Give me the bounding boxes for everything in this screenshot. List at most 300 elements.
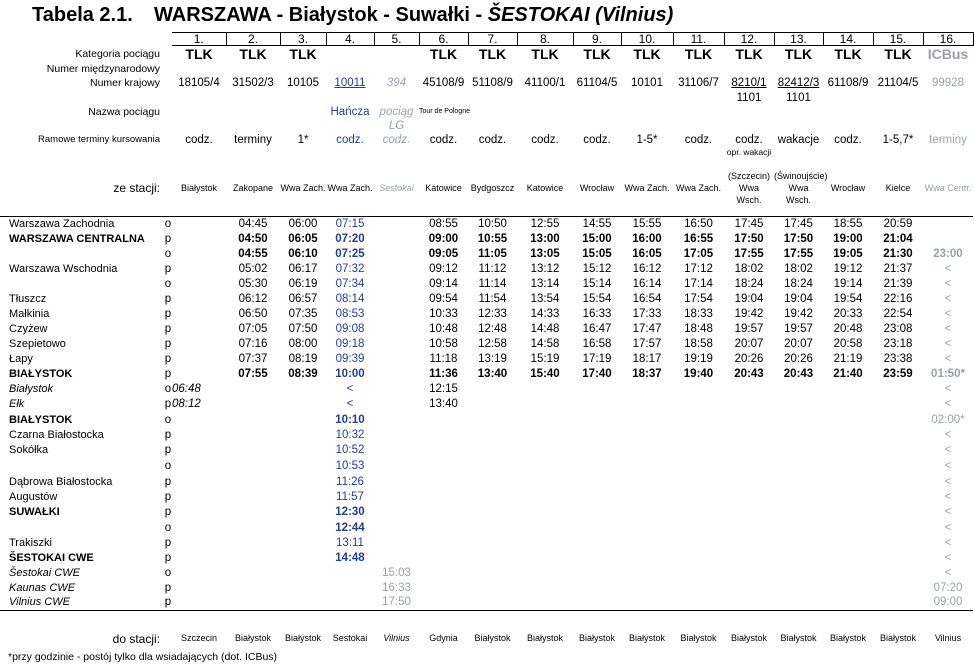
departure-time xyxy=(172,351,226,366)
departure-time: < xyxy=(944,444,952,456)
intl-number xyxy=(326,62,374,76)
departure-time xyxy=(374,291,419,306)
departure-time xyxy=(873,504,923,520)
departure-time xyxy=(724,535,774,550)
departure-time: 17:54 xyxy=(684,292,713,305)
departure-time xyxy=(724,550,774,565)
departure-time: 13:00 xyxy=(530,232,560,245)
to-station: Białystok xyxy=(234,633,271,643)
departure-time xyxy=(873,565,923,580)
departure-time: 19:00 xyxy=(833,232,863,245)
frame-dates: codz. xyxy=(834,133,862,146)
departure-time: 18:02 xyxy=(734,262,764,275)
arrival-departure: p xyxy=(164,551,172,564)
departure-time: < xyxy=(944,536,952,549)
departure-time xyxy=(172,489,226,504)
national-number-secondary: 1101 xyxy=(736,91,762,104)
departure-time xyxy=(724,565,774,580)
departure-time: 20:48 xyxy=(833,322,863,335)
departure-time: 06:48 xyxy=(172,382,201,395)
national-number: 82412/3 xyxy=(777,77,820,89)
departure-time: 15:19 xyxy=(530,352,560,365)
departure-time xyxy=(172,595,226,610)
departure-time: 20:07 xyxy=(734,337,764,350)
departure-time xyxy=(573,396,621,412)
frame-dates-note xyxy=(419,147,468,158)
departure-time xyxy=(573,474,621,489)
departure-time xyxy=(280,474,326,489)
departure-time xyxy=(573,535,621,550)
departure-time: 21:37 xyxy=(883,262,913,275)
train-category: TLK xyxy=(185,45,213,62)
departure-time: 07:35 xyxy=(288,307,318,320)
train-category: TLK xyxy=(289,45,317,62)
station-name: Kaunas CWE xyxy=(9,581,76,594)
departure-time xyxy=(823,412,873,427)
national-number-secondary xyxy=(172,91,226,105)
departure-time: 14:48 xyxy=(530,322,560,335)
intl-number xyxy=(573,62,621,76)
column-index: 3. xyxy=(280,33,326,46)
departure-time: < xyxy=(944,566,952,579)
national-number: 31106/7 xyxy=(678,77,719,89)
departure-time xyxy=(468,396,517,412)
arrival-departure: p xyxy=(164,352,172,365)
departure-time xyxy=(172,550,226,565)
national-number-secondary xyxy=(621,91,673,105)
departure-time: < xyxy=(944,382,952,395)
departure-time: 19:54 xyxy=(833,292,863,305)
train-name xyxy=(724,105,774,119)
departure-time xyxy=(923,216,973,231)
frame-dates-note xyxy=(673,147,724,158)
departure-time xyxy=(621,504,673,520)
departure-time xyxy=(823,580,873,595)
departure-time xyxy=(517,535,573,550)
departure-time: 11:12 xyxy=(478,262,507,275)
departure-time: 22:16 xyxy=(883,292,913,305)
frame-dates: codz. xyxy=(583,133,611,146)
departure-time xyxy=(517,565,573,580)
arrival-departure: p xyxy=(164,581,172,594)
departure-time xyxy=(774,565,823,580)
station-name: Białystok xyxy=(9,382,54,395)
departure-time xyxy=(468,489,517,504)
departure-time xyxy=(419,458,468,474)
departure-time xyxy=(774,474,823,489)
departure-time xyxy=(724,396,774,412)
departure-time: 20:58 xyxy=(833,337,863,350)
intl-number xyxy=(280,62,326,76)
departure-time xyxy=(774,489,823,504)
frame-dates-note xyxy=(573,147,621,158)
departure-time: 15:03 xyxy=(382,566,411,579)
departure-time xyxy=(374,246,419,261)
departure-time: 17:14 xyxy=(684,277,713,290)
departure-time xyxy=(280,595,326,610)
departure-time xyxy=(621,396,673,412)
table-number: Tabela 2.1. xyxy=(32,4,133,26)
departure-time: 10:32 xyxy=(335,428,365,441)
departure-time xyxy=(724,427,774,442)
departure-time: 16:14 xyxy=(632,277,662,290)
departure-time xyxy=(468,381,517,396)
to-station: Sestokai xyxy=(332,633,368,643)
national-number: 45108/9 xyxy=(422,77,465,89)
national-number: 61108/9 xyxy=(827,77,869,89)
departure-time xyxy=(873,442,923,458)
departure-time: < xyxy=(944,398,952,410)
label-national-number: Numer krajowy xyxy=(89,77,160,89)
departure-time xyxy=(226,535,280,550)
departure-time xyxy=(374,412,419,427)
national-number-secondary xyxy=(280,91,326,105)
departure-time xyxy=(419,565,468,580)
departure-time: 07:16 xyxy=(238,337,268,350)
departure-time: 15:54 xyxy=(582,292,612,305)
from-station: Wwa Zach. xyxy=(327,182,373,193)
train-category xyxy=(326,46,374,62)
departure-time: 18:58 xyxy=(684,337,713,350)
arrival-departure: p xyxy=(164,307,172,320)
departure-time xyxy=(226,396,280,412)
departure-time xyxy=(468,535,517,550)
arrival-departure: p xyxy=(164,490,172,503)
departure-time xyxy=(774,427,823,442)
departure-time: 16:55 xyxy=(683,232,714,245)
departure-time: 12:58 xyxy=(478,337,507,350)
departure-time: 16:54 xyxy=(632,292,662,305)
from-station: Wwa Zach. xyxy=(624,182,670,193)
train-name xyxy=(823,105,873,119)
departure-time: 13:40 xyxy=(477,367,508,380)
departure-time xyxy=(172,565,226,580)
departure-time: 13:54 xyxy=(530,292,560,305)
departure-time xyxy=(774,442,823,458)
departure-time: 17:12 xyxy=(684,262,713,275)
departure-time xyxy=(517,381,573,396)
departure-time: 06:57 xyxy=(288,292,318,305)
route-title-italic: ŠESTOKAI (Vilnius) xyxy=(487,4,674,26)
departure-time xyxy=(673,458,724,474)
national-number-secondary xyxy=(573,91,621,105)
train-category: TLK xyxy=(478,45,507,62)
departure-time xyxy=(374,351,419,366)
departure-time: 23:59 xyxy=(883,367,913,380)
departure-time: < xyxy=(346,398,354,410)
arrival-departure: o xyxy=(164,413,172,426)
departure-time: 05:30 xyxy=(238,277,268,290)
departure-time: < xyxy=(944,292,952,305)
departure-time xyxy=(724,381,774,396)
from-station: (Szczecin) Wwa Wsch. xyxy=(727,170,770,205)
departure-time: 09:12 xyxy=(429,262,458,275)
departure-time: 06:00 xyxy=(288,217,318,230)
from-station: Sestokai xyxy=(379,182,414,193)
national-number-secondary xyxy=(823,91,873,105)
train-name xyxy=(673,105,724,119)
departure-time xyxy=(172,474,226,489)
departure-time: 18:02 xyxy=(784,262,813,275)
departure-time: 12:48 xyxy=(478,322,507,335)
national-number-secondary xyxy=(326,91,374,105)
arrival-departure: p xyxy=(164,398,172,410)
departure-time: 20:26 xyxy=(784,352,813,365)
departure-time: 04:55 xyxy=(238,247,268,260)
departure-time: 10:48 xyxy=(429,322,458,335)
departure-time xyxy=(374,504,419,520)
to-station: Białystok xyxy=(730,633,767,643)
national-number: 18105/4 xyxy=(178,77,220,89)
column-index: 11. xyxy=(673,33,724,46)
departure-time: 18:48 xyxy=(684,322,713,335)
departure-time: 11:26 xyxy=(336,475,364,488)
departure-time: 17:45 xyxy=(784,217,813,230)
departure-time: 23:00 xyxy=(933,247,963,260)
departure-time xyxy=(573,489,621,504)
departure-time: 09:14 xyxy=(429,277,458,290)
departure-time: 15:55 xyxy=(632,217,662,230)
departure-time xyxy=(774,595,823,610)
departure-time: 10:00 xyxy=(335,367,365,380)
station-name xyxy=(0,520,164,535)
departure-time xyxy=(823,474,873,489)
departure-time: 16:47 xyxy=(582,322,612,335)
departure-time: 06:05 xyxy=(288,232,318,245)
departure-time xyxy=(280,381,326,396)
departure-time xyxy=(172,427,226,442)
to-station: Białystok xyxy=(879,633,916,643)
departure-time xyxy=(172,231,226,246)
departure-time xyxy=(226,489,280,504)
departure-time xyxy=(419,489,468,504)
departure-time xyxy=(873,550,923,565)
departure-time xyxy=(724,580,774,595)
train-name: Hańcza xyxy=(330,105,370,118)
frame-dates: codz. xyxy=(478,133,507,146)
frame-dates-note xyxy=(172,147,226,158)
station-name: BIAŁYSTOK xyxy=(9,367,73,380)
train-category: ICBus xyxy=(927,45,969,62)
departure-time xyxy=(468,412,517,427)
frame-dates: codz. xyxy=(382,133,411,146)
national-number-secondary xyxy=(517,91,573,105)
intl-number xyxy=(621,62,673,76)
to-station: Białystok xyxy=(526,633,563,643)
departure-time: < xyxy=(944,428,952,441)
departure-time xyxy=(621,381,673,396)
column-index: 1. xyxy=(172,33,226,46)
departure-time: 17:55 xyxy=(783,247,814,260)
column-index: 16. xyxy=(923,33,973,46)
departure-time xyxy=(517,442,573,458)
intl-number xyxy=(517,62,573,76)
departure-time: 16:58 xyxy=(582,337,612,350)
column-index: 15. xyxy=(873,33,923,46)
departure-time: 10:55 xyxy=(477,232,508,245)
departure-time: 07:20 xyxy=(335,232,365,245)
departure-time: 15:00 xyxy=(582,232,612,245)
departure-time xyxy=(823,489,873,504)
national-number: 99928 xyxy=(932,77,964,89)
departure-time xyxy=(172,580,226,595)
departure-time xyxy=(419,550,468,565)
departure-time: 17:57 xyxy=(632,337,662,350)
intl-number xyxy=(419,62,468,76)
departure-time xyxy=(873,595,923,610)
to-station: Białystok xyxy=(284,633,321,643)
departure-time: 08:39 xyxy=(288,367,318,380)
departure-time xyxy=(280,550,326,565)
from-station: Wwa Centr. xyxy=(924,182,972,193)
arrival-departure: o xyxy=(164,247,172,260)
label-from-station: ze stacji: xyxy=(113,180,160,195)
departure-time xyxy=(573,412,621,427)
departure-time: < xyxy=(346,382,354,395)
station-name: Dąbrowa Białostocka xyxy=(9,475,113,488)
from-station: Kielce xyxy=(885,182,911,193)
departure-time xyxy=(573,504,621,520)
departure-time xyxy=(873,489,923,504)
label-to-station: do stacji: xyxy=(112,631,160,646)
station-name: Małkinia xyxy=(9,307,50,320)
departure-time: 17:19 xyxy=(582,352,612,365)
departure-time: 10:52 xyxy=(335,444,365,456)
departure-time xyxy=(923,231,973,246)
frame-dates-note: opr. wakacji xyxy=(726,146,772,157)
departure-time: 20:43 xyxy=(783,367,814,380)
departure-time: 13:14 xyxy=(530,277,560,290)
station-name: Ełk xyxy=(9,398,25,410)
departure-time xyxy=(823,595,873,610)
train-name xyxy=(280,105,326,119)
departure-time: 12:30 xyxy=(335,506,365,518)
national-number: 394 xyxy=(386,77,407,89)
departure-time: 17:50 xyxy=(382,596,411,609)
arrival-departure: o xyxy=(164,382,172,395)
departure-time xyxy=(573,595,621,610)
departure-time xyxy=(172,216,226,231)
departure-time xyxy=(673,412,724,427)
departure-time xyxy=(573,565,621,580)
station-name: Šestokai CWE xyxy=(9,566,80,579)
national-number-secondary xyxy=(419,91,468,105)
departure-time xyxy=(823,504,873,520)
frame-dates: codz. xyxy=(185,133,213,146)
departure-time xyxy=(621,489,673,504)
departure-time xyxy=(374,261,419,276)
departure-time: 07:34 xyxy=(335,277,365,290)
departure-time: 10:53 xyxy=(335,460,365,472)
arrival-departure: p xyxy=(164,506,172,518)
column-index: 10. xyxy=(621,33,673,46)
departure-time: 20:26 xyxy=(734,352,764,365)
departure-time xyxy=(419,504,468,520)
departure-time xyxy=(280,520,326,535)
departure-time xyxy=(873,520,923,535)
departure-time xyxy=(823,550,873,565)
national-number-secondary xyxy=(374,91,419,105)
train-name: Tour de Pologne xyxy=(419,108,470,115)
departure-time: 11:05 xyxy=(478,247,507,260)
departure-time xyxy=(573,520,621,535)
departure-time xyxy=(374,474,419,489)
from-station: Wwa Zach. xyxy=(280,182,326,193)
departure-time: 19:40 xyxy=(683,367,714,380)
departure-time xyxy=(374,489,419,504)
departure-time xyxy=(621,412,673,427)
departure-time: 06:17 xyxy=(288,262,318,275)
arrival-departure: o xyxy=(164,277,172,290)
departure-time xyxy=(226,565,280,580)
departure-time xyxy=(673,504,724,520)
departure-time: 19:12 xyxy=(833,262,863,275)
departure-time xyxy=(419,535,468,550)
frame-dates: terminy xyxy=(929,133,967,146)
intl-number xyxy=(673,62,724,76)
departure-time: 09:00 xyxy=(428,232,459,245)
departure-time: 21:19 xyxy=(833,352,863,365)
departure-time: < xyxy=(944,322,952,335)
departure-time: 11:18 xyxy=(429,352,458,365)
departure-time: < xyxy=(944,307,952,320)
national-number-secondary xyxy=(226,91,280,105)
departure-time: 17:05 xyxy=(683,247,714,260)
departure-time: < xyxy=(944,521,952,534)
departure-time xyxy=(517,396,573,412)
departure-time: 07:20 xyxy=(933,581,963,594)
departure-time: 07:37 xyxy=(238,352,268,365)
departure-time: 09:18 xyxy=(335,337,365,350)
departure-time xyxy=(823,458,873,474)
departure-time xyxy=(724,520,774,535)
departure-time xyxy=(573,458,621,474)
train-name xyxy=(873,105,923,119)
station-name: ŠESTOKAI CWE xyxy=(9,551,94,564)
train-name xyxy=(573,105,621,119)
departure-time xyxy=(419,427,468,442)
to-station: Białystok xyxy=(680,633,717,643)
departure-time: 21:04 xyxy=(883,232,913,245)
departure-time: 16:05 xyxy=(632,247,662,260)
departure-time: 20:43 xyxy=(734,367,764,380)
departure-time: 17:45 xyxy=(734,217,764,230)
departure-time xyxy=(280,580,326,595)
departure-time xyxy=(280,396,326,412)
departure-time: 21:40 xyxy=(833,367,863,380)
departure-time xyxy=(419,580,468,595)
departure-time xyxy=(374,458,419,474)
station-name xyxy=(0,246,164,261)
intl-number xyxy=(172,62,226,76)
departure-time xyxy=(673,427,724,442)
departure-time: 15:14 xyxy=(582,277,612,290)
departure-time xyxy=(226,474,280,489)
route-title: WARSZAWA - Białystok - Suwałki - xyxy=(154,4,488,26)
frame-dates: codz. xyxy=(684,133,713,146)
column-index: 5. xyxy=(374,33,419,46)
from-station: Bydgoszcz xyxy=(470,182,515,193)
departure-time xyxy=(673,381,724,396)
frame-dates-note xyxy=(923,147,973,158)
train-category: TLK xyxy=(633,45,661,62)
departure-time: 09:00 xyxy=(933,596,963,609)
national-number: 10011 xyxy=(334,77,366,89)
departure-time: 10:33 xyxy=(429,307,458,320)
train-category: TLK xyxy=(884,45,912,62)
departure-time: 18:24 xyxy=(734,277,764,290)
departure-time xyxy=(172,535,226,550)
